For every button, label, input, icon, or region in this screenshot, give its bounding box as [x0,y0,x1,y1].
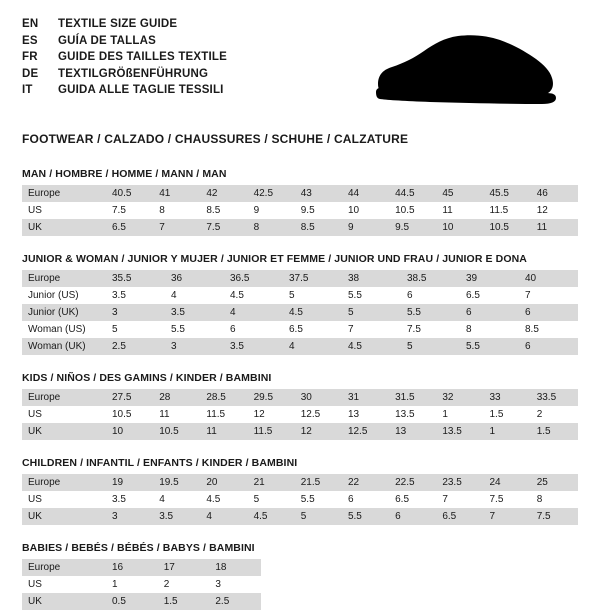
size-cell: 3 [209,576,261,593]
size-block-title: CHILDREN / INFANTIL / ENFANTS / KINDER / BAMBINI [22,457,298,469]
language-code: EN [22,18,39,30]
size-cell: 44 [342,185,389,202]
size-cell: 8 [248,219,295,236]
table-row [22,185,578,202]
size-cell: 45 [436,185,483,202]
size-cell: 7 [484,508,531,525]
size-cell: 3.5 [106,491,153,508]
size-cell: 39 [460,270,519,287]
size-cell: 4.5 [248,508,295,525]
table-row [22,593,261,610]
size-cell: 12 [248,406,295,423]
size-cell: 33 [484,389,531,406]
size-cell: 30 [295,389,342,406]
size-cell: 8.5 [295,219,342,236]
size-cell: 32 [436,389,483,406]
language-title: GUIDE DES TAILLES TEXTILE [58,51,227,63]
size-cell: 5 [342,304,401,321]
size-cell: 11.5 [248,423,295,440]
language-row [22,82,227,99]
size-cell: 8 [153,202,200,219]
size-block-title: KIDS / NIÑOS / DES GAMINS / KINDER / BAMBINI [22,372,272,384]
size-cell: 1.5 [484,406,531,423]
table-row [22,508,578,525]
table-row [22,389,578,406]
size-cell: 6.5 [106,219,153,236]
size-cell: 36.5 [224,270,283,287]
size-block-title: JUNIOR & WOMAN / JUNIOR Y MUJER / JUNIOR ET FEMME / JUNIOR UND FRAU / JUNIOR E DONA [22,253,527,265]
size-cell: 16 [106,559,158,576]
size-cell: 6.5 [283,321,342,338]
size-cell: 18 [209,559,261,576]
size-cell: 10.5 [484,219,531,236]
size-cell: 2 [531,406,578,423]
size-cell: 21.5 [295,474,342,491]
size-cell: 6.5 [460,287,519,304]
size-cell: 9.5 [295,202,342,219]
size-block [22,168,578,236]
size-cell: 11 [200,423,247,440]
size-cell: 29.5 [248,389,295,406]
language-row [22,66,227,83]
table-row [22,406,578,423]
row-label: Europe [22,185,106,202]
table-row [22,338,578,355]
size-cell: 13.5 [436,423,483,440]
size-cell: 4.5 [224,287,283,304]
size-cell: 38 [342,270,401,287]
table-row [22,491,578,508]
size-cell: 13 [389,423,436,440]
size-cell: 11 [436,202,483,219]
language-code: ES [22,34,38,47]
size-cell: 10.5 [153,423,200,440]
size-cell: 13 [342,406,389,423]
row-label: US [22,406,106,423]
size-cell: 7.5 [401,321,460,338]
size-cell: 3 [106,304,165,321]
size-cell: 0.5 [106,593,158,610]
size-cell: 12 [531,202,578,219]
size-cell: 3 [165,338,224,355]
table-row [22,270,578,287]
size-cell: 5.5 [342,508,389,525]
size-cell: 3.5 [153,508,200,525]
size-cell: 3 [106,508,153,525]
size-cell: 36 [165,270,224,287]
size-cell: 8.5 [519,321,578,338]
size-cell: 1.5 [531,423,578,440]
size-cell: 2 [158,576,210,593]
size-cell: 27.5 [106,389,153,406]
language-code: DE [22,67,39,80]
size-cell: 41 [153,185,200,202]
size-cell: 6 [460,304,519,321]
row-label: Woman (UK) [22,338,106,355]
row-label: UK [22,219,106,236]
size-cell: 10.5 [389,202,436,219]
size-cell: 35.5 [106,270,165,287]
size-cell: 7 [342,321,401,338]
size-cell: 11 [531,219,578,236]
language-row [22,33,227,50]
size-cell: 11.5 [200,406,247,423]
row-label: Junior (UK) [22,304,106,321]
size-cell: 7 [519,287,578,304]
size-cell: 5.5 [342,287,401,304]
size-cell: 6 [389,508,436,525]
language-code: IT [22,84,33,96]
size-cell: 40 [519,270,578,287]
page-title: FOOTWEAR / CALZADO / CHAUSSURES / SCHUHE / CALZATURE [22,132,409,146]
size-cell: 6 [401,287,460,304]
language-list [22,16,227,99]
size-cell: 6.5 [436,508,483,525]
size-cell: 19 [106,474,153,491]
size-cell: 6 [224,321,283,338]
header [22,16,578,116]
size-cell: 40.5 [106,185,153,202]
size-cell: 45.5 [484,185,531,202]
size-cell: 4 [224,304,283,321]
size-cell: 22 [342,474,389,491]
size-cell: 25 [531,474,578,491]
language-title: GUIDA ALLE TAGLIE TESSILI [58,84,224,96]
size-cell: 24 [484,474,531,491]
size-cell: 8.5 [200,202,247,219]
size-cell: 10 [436,219,483,236]
language-row [22,16,227,33]
size-cell: 12.5 [295,406,342,423]
language-code: FR [22,51,38,63]
size-block-title: MAN / HOMBRE / HOMME / MANN / MAN [22,168,227,180]
size-cell: 4 [165,287,224,304]
size-table [22,389,578,440]
size-cell: 7.5 [484,491,531,508]
size-cell: 3.5 [106,287,165,304]
table-row [22,304,578,321]
size-cell: 1.5 [158,593,210,610]
size-cell: 3.5 [165,304,224,321]
size-cell: 13.5 [389,406,436,423]
size-cell: 42.5 [248,185,295,202]
size-cell: 6 [519,304,578,321]
size-cell: 42 [200,185,247,202]
size-cell: 7.5 [200,219,247,236]
size-cell: 20 [200,474,247,491]
size-cell: 5 [283,287,342,304]
size-cell: 1 [484,423,531,440]
size-table [22,559,261,610]
size-cell: 6 [342,491,389,508]
size-cell: 33.5 [531,389,578,406]
row-label: Junior (US) [22,287,106,304]
size-cell: 5.5 [165,321,224,338]
size-cell: 46 [531,185,578,202]
size-block [22,253,578,355]
size-cell: 8 [460,321,519,338]
row-label: UK [22,423,106,440]
size-cell: 44.5 [389,185,436,202]
size-cell: 9.5 [389,219,436,236]
size-cell: 5 [401,338,460,355]
dress-shoe-icon [370,30,560,116]
size-cell: 3.5 [224,338,283,355]
row-label: US [22,576,106,593]
language-row [22,49,227,66]
table-row [22,287,578,304]
size-cell: 10.5 [106,406,153,423]
size-cell: 31 [342,389,389,406]
language-title: TEXTILGRÖßENFÜHRUNG [58,67,209,80]
size-cell: 28.5 [200,389,247,406]
table-row [22,559,261,576]
size-cell: 17 [158,559,210,576]
size-cell: 4.5 [200,491,247,508]
size-cell: 5 [295,508,342,525]
size-cell: 21 [248,474,295,491]
size-cell: 22.5 [389,474,436,491]
size-cell: 1 [436,406,483,423]
size-block [22,457,578,525]
size-cell: 9 [342,219,389,236]
size-cell: 28 [153,389,200,406]
size-cell: 6.5 [389,491,436,508]
size-cell: 4.5 [283,304,342,321]
size-cell: 6 [519,338,578,355]
size-cell: 7.5 [106,202,153,219]
size-cell: 5.5 [295,491,342,508]
size-table [22,474,578,525]
table-row [22,219,578,236]
size-cell: 43 [295,185,342,202]
size-cell: 23.5 [436,474,483,491]
size-table [22,185,578,236]
size-cell: 9 [248,202,295,219]
row-label: US [22,491,106,508]
size-cell: 1 [106,576,158,593]
row-label: Europe [22,474,106,491]
size-cell: 2.5 [106,338,165,355]
row-label: Europe [22,270,106,287]
size-cell: 10 [106,423,153,440]
size-cell: 5 [248,491,295,508]
table-row [22,321,578,338]
row-label: UK [22,593,106,610]
size-block-title: BABIES / BEBÉS / BÉBÉS / BABYS / BAMBINI [22,542,255,554]
size-cell: 7 [153,219,200,236]
row-label: US [22,202,106,219]
table-row [22,474,578,491]
size-cell: 4 [200,508,247,525]
size-cell: 37.5 [283,270,342,287]
size-cell: 4 [153,491,200,508]
size-cell: 5 [106,321,165,338]
row-label: Europe [22,389,106,406]
size-cell: 7.5 [531,508,578,525]
size-table [22,270,578,355]
language-title: GUÍA DE TALLAS [58,34,156,47]
size-cell: 8 [531,491,578,508]
row-label: Europe [22,559,106,576]
size-block [22,372,578,440]
size-cell: 7 [436,491,483,508]
size-cell: 11.5 [484,202,531,219]
table-row [22,423,578,440]
language-title: TEXTILE SIZE GUIDE [58,18,178,30]
size-cell: 4 [283,338,342,355]
size-cell: 31.5 [389,389,436,406]
size-cell: 12.5 [342,423,389,440]
size-cell: 2.5 [209,593,261,610]
table-row [22,202,578,219]
row-label: UK [22,508,106,525]
size-cell: 4.5 [342,338,401,355]
size-tables [22,168,578,610]
row-label: Woman (US) [22,321,106,338]
size-cell: 11 [153,406,200,423]
size-cell: 19.5 [153,474,200,491]
size-cell: 10 [342,202,389,219]
table-row [22,576,261,593]
size-cell: 5.5 [460,338,519,355]
size-cell: 38.5 [401,270,460,287]
size-cell: 12 [295,423,342,440]
size-cell: 5.5 [401,304,460,321]
